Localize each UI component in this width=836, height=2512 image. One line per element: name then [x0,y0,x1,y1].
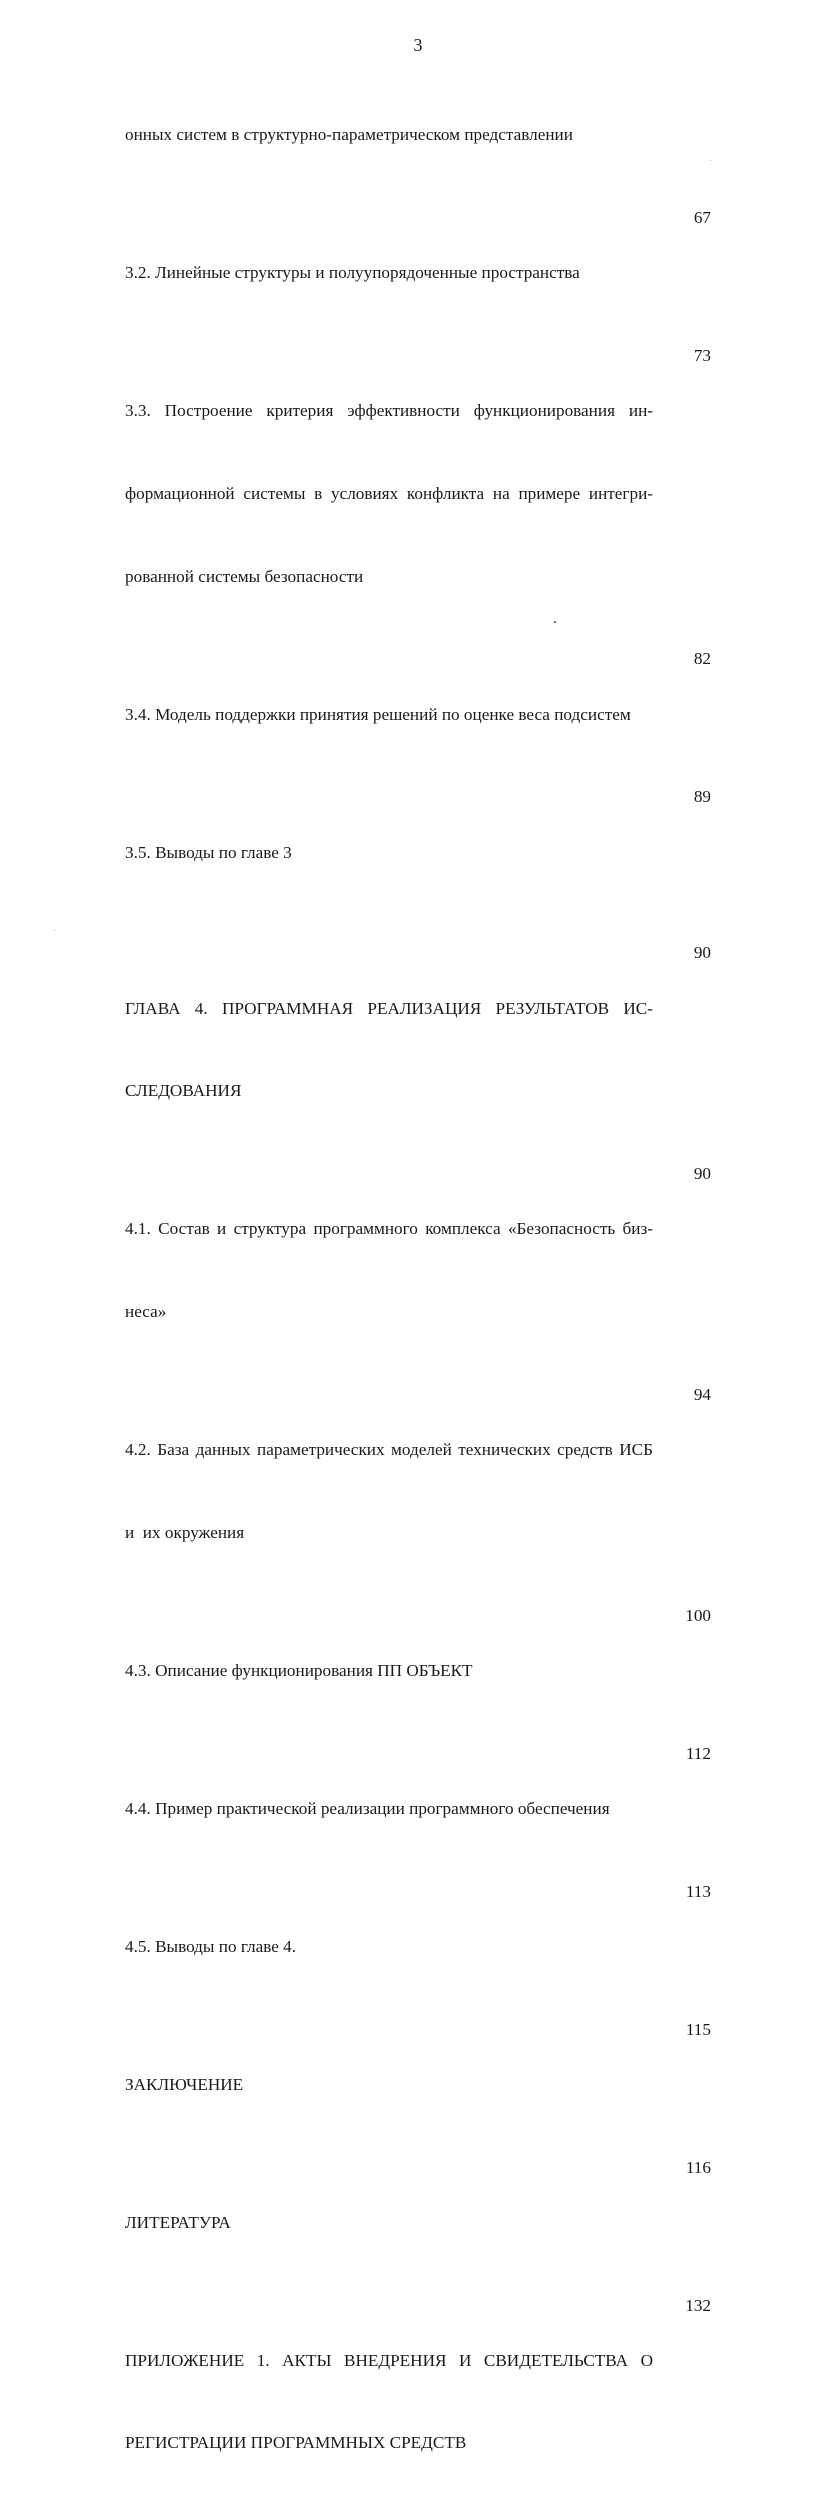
toc-entry-page: 73 [661,342,711,370]
toc-entry-page: 100 [661,1602,711,1630]
toc-entry-line: 3.2. Линейные структуры и полуупорядоченные пространства [125,259,653,287]
toc-entry-line: онных систем в структурно-параметрическом представлении [125,121,653,149]
toc-entry-text [125,2016,653,2154]
toc-entry-page: 67 [661,204,711,232]
toc-entry-line: 4.3. Описание функционирования ПП ОБЪЕКТ [125,1657,653,1685]
toc-entry-text [125,939,653,1160]
toc-entry [125,939,711,1160]
toc-entry [125,2016,711,2154]
toc-entry [125,783,711,921]
toc-entry-text [125,342,653,646]
scan-speck [710,160,711,161]
toc-entry-line: и их окружения [125,1519,653,1547]
toc-entry-page: 89 [661,783,711,811]
toc-entry [125,1381,711,1602]
toc-entry-text [125,645,653,783]
table-of-contents [125,66,711,2512]
toc-entry-text [125,1381,653,1602]
toc-entry-page: 90 [661,939,711,967]
toc-entry-line: ГЛАВА 4. ПРОГРАММНАЯ РЕАЛИЗАЦИЯ РЕЗУЛЬТАТОВ ИС- [125,995,653,1023]
toc-entry-text [125,1160,653,1381]
toc-entry-line: ЗАКЛЮЧЕНИЕ [125,2071,653,2099]
toc-entry-page: 82 [661,645,711,673]
toc-entry-text [125,1878,653,2016]
toc-entry-line: 4.2. База данных параметрических моделей технических средств ИСБ [125,1436,653,1464]
toc-entry-line: 4.1. Состав и структура программного комплекса «Безопасность биз- [125,1215,653,1243]
toc-entry-text [125,2154,653,2292]
toc-entry-line: неса» [125,1298,653,1326]
toc-entry-page: 112 [661,1740,711,1768]
toc-entry [125,645,711,783]
toc-entry-page: 132 [661,2292,711,2320]
page-number: 3 [0,34,836,56]
toc-entry-text [125,2292,653,2512]
toc-entry-line: ЛИТЕРАТУРА [125,2209,653,2237]
toc-entry [125,2292,711,2512]
toc-entry-text [125,783,653,921]
toc-entry [125,1160,711,1381]
toc-entry-page: 115 [661,2016,711,2044]
toc-entry-text [125,204,653,342]
toc-entry-line: СЛЕДОВАНИЯ [125,1077,653,1105]
toc-entry-page: 90 [661,1160,711,1188]
toc-entry [125,2154,711,2292]
toc-entry-line: рованной системы безопасности [125,563,653,591]
toc-entry [125,1878,711,2016]
toc-entry-line: РЕГИСТРАЦИИ ПРОГРАММНЫХ СРЕДСТВ [125,2429,653,2457]
toc-entry-page: 94 [661,1381,711,1409]
toc-entry-page: 116 [661,2154,711,2182]
toc-entry-line: формационной системы в условиях конфликта на примере интегри- [125,480,653,508]
toc-entry [125,1740,711,1878]
toc-entry-text [125,1740,653,1878]
toc-entry-text [125,1602,653,1740]
toc-entry [125,342,711,646]
toc-entry-page: 113 [661,1878,711,1906]
section-gap [125,921,711,939]
toc-entry-line: 3.3. Построение критерия эффективности функционирования ин- [125,397,653,425]
toc-entry-text [125,66,653,204]
toc-entry-line: 3.4. Модель поддержки принятия решений по оценке веса подсистем [125,701,653,729]
toc-entry [125,204,711,342]
toc-entry [125,66,711,204]
toc-entry [125,1602,711,1740]
toc-entry-line: 3.5. Выводы по главе 3 [125,839,653,867]
toc-entry-line: 4.4. Пример практической реализации программного обеспечения [125,1795,653,1823]
toc-entry-line: ПРИЛОЖЕНИЕ 1. АКТЫ ВНЕДРЕНИЯ И СВИДЕТЕЛЬСТВА О [125,2347,653,2375]
toc-entry-line: 4.5. Выводы по главе 4. [125,1933,653,1961]
scan-speck [54,930,55,931]
scan-speck [554,621,556,623]
